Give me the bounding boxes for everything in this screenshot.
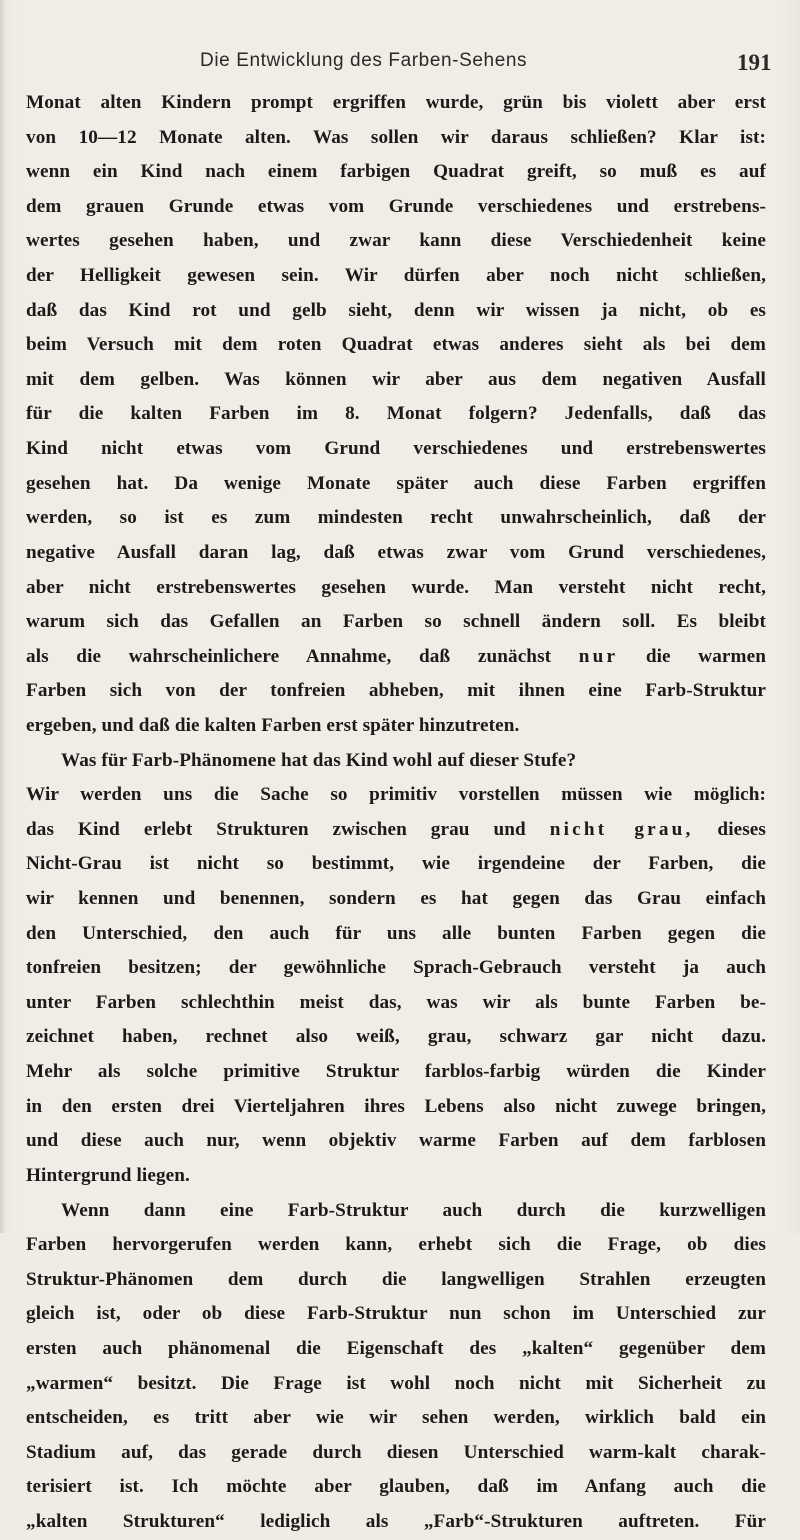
- text-line: dem grauen Grunde etwas vom Grunde verschiedenes und erstrebens-: [26, 195, 766, 217]
- text-line: „kalten Strukturen“ lediglich als „Farb“-Strukturen auftreten. Für: [26, 1510, 766, 1532]
- body-text: [26, 86, 766, 1540]
- text-line: den Unterschied, den auch für uns alle bunten Farben gegen die: [26, 922, 766, 944]
- text-line: von 10—12 Monate alten. Was sollen wir daraus schließen? Klar ist:: [26, 126, 766, 148]
- text-line: daß das Kind rot und gelb sieht, denn wir wissen ja nicht, ob es: [26, 299, 766, 321]
- text-line: der Helligkeit gewesen sein. Wir dürfen aber noch nicht schließen,: [26, 265, 766, 287]
- text-line: „warmen“ besitzt. Die Frage ist wohl noch nicht mit Sicherheit zu: [26, 1372, 766, 1394]
- text-line: Nicht-Grau ist nicht so bestimmt, wie irgendeine der Farben, die: [26, 853, 766, 875]
- text-line: unter Farben schlechthin meist das, was wir als bunte Farben be-: [26, 991, 766, 1013]
- emphasis-spaced: nicht grau,: [549, 818, 694, 840]
- text-segment: die warmen: [645, 645, 766, 667]
- text-segment: dieses: [717, 818, 766, 840]
- text-line: aber nicht erstrebenswertes gesehen wurde. Man versteht nicht recht,: [26, 576, 766, 598]
- running-title: Die Entwicklung des Farben-Sehens: [200, 50, 528, 71]
- text-line: Farben sich von der tonfreien abheben, mit ihnen eine Farb-Struktur: [26, 680, 766, 702]
- text-line: und diese auch nur, wenn objektiv warme Farben auf dem farblosen: [26, 1130, 766, 1152]
- page-binding-edge: [0, 0, 6, 1233]
- text-line: ergeben, und daß die kalten Farben erst später hinzutreten.: [26, 714, 520, 736]
- text-line: [26, 640, 766, 675]
- paragraph-start: Wenn dann eine Farb-Struktur auch durch die kurzwelligen: [61, 1199, 766, 1221]
- page-number: 191: [737, 50, 772, 75]
- text-line: in den ersten drei Vierteljahren ihres Lebens also nicht zuwege bringen,: [26, 1095, 766, 1117]
- text-line: gleich ist, oder ob diese Farb-Struktur nun schon im Unterschied zur: [26, 1303, 766, 1325]
- text-line: für die kalten Farben im 8. Monat folgern? Jedenfalls, daß das: [26, 403, 766, 425]
- text-line: werden, so ist es zum mindesten recht unwahrscheinlich, daß der: [26, 507, 766, 529]
- text-line: wir kennen und benennen, sondern es hat gegen das Grau einfach: [26, 888, 766, 910]
- text-line: tonfreien besitzen; der gewöhnliche Sprach-Gebrauch versteht ja auch: [26, 957, 766, 979]
- text-line: zeichnet haben, rechnet also weiß, grau, schwarz gar nicht dazu.: [26, 1026, 766, 1048]
- text-line: Wir werden uns die Sache so primitiv vorstellen müssen wie möglich:: [26, 784, 766, 806]
- text-line: negative Ausfall daran lag, daß etwas zwar vom Grund verschiedenes,: [26, 541, 766, 563]
- text-line: wenn ein Kind nach einem farbigen Quadrat greift, so muß es auf: [26, 161, 766, 183]
- text-segment: das Kind erlebt Strukturen zwischen grau und: [26, 818, 526, 840]
- text-line: terisiert ist. Ich möchte aber glauben, daß im Anfang auch die: [26, 1476, 766, 1498]
- emphasis-spaced: nur: [578, 645, 619, 667]
- text-line: Mehr als solche primitive Struktur farblos-farbig würden die Kinder: [26, 1061, 766, 1083]
- paragraph-start: Was für Farb-Phänomene hat das Kind wohl auf dieser Stufe?: [61, 749, 577, 771]
- text-line: beim Versuch mit dem roten Quadrat etwas anderes sieht als bei dem: [26, 334, 766, 356]
- text-line: gesehen hat. Da wenige Monate später auch diese Farben ergriffen: [26, 472, 766, 494]
- text-line: ersten auch phänomenal die Eigenschaft des „kalten“ gegenüber dem: [26, 1337, 766, 1359]
- text-segment: als die wahrscheinlichere Annahme, daß zunächst: [26, 645, 552, 667]
- text-line: Struktur-Phänomen dem durch die langwelligen Strahlen erzeugten: [26, 1268, 766, 1290]
- text-line: wertes gesehen haben, und zwar kann diese Verschiedenheit keine: [26, 230, 766, 252]
- text-line: Monat alten Kindern prompt ergriffen wurde, grün bis violett aber erst: [26, 92, 766, 113]
- text-line: warum sich das Gefallen an Farben so schnell ändern soll. Es bleibt: [26, 611, 766, 633]
- text-line: Farben hervorgerufen werden kann, erhebt sich die Frage, ob dies: [26, 1234, 766, 1256]
- text-line: entscheiden, es tritt aber wie wir sehen werden, wirklich bald ein: [26, 1407, 766, 1429]
- text-line: Kind nicht etwas vom Grund verschiedenes und erstrebenswertes: [26, 438, 766, 460]
- text-line: [26, 813, 766, 848]
- text-line: Hintergrund liegen.: [26, 1164, 190, 1186]
- text-line: Stadium auf, das gerade durch diesen Unterschied warm-kalt charak-: [26, 1441, 766, 1463]
- text-line: mit dem gelben. Was können wir aber aus dem negativen Ausfall: [26, 368, 766, 390]
